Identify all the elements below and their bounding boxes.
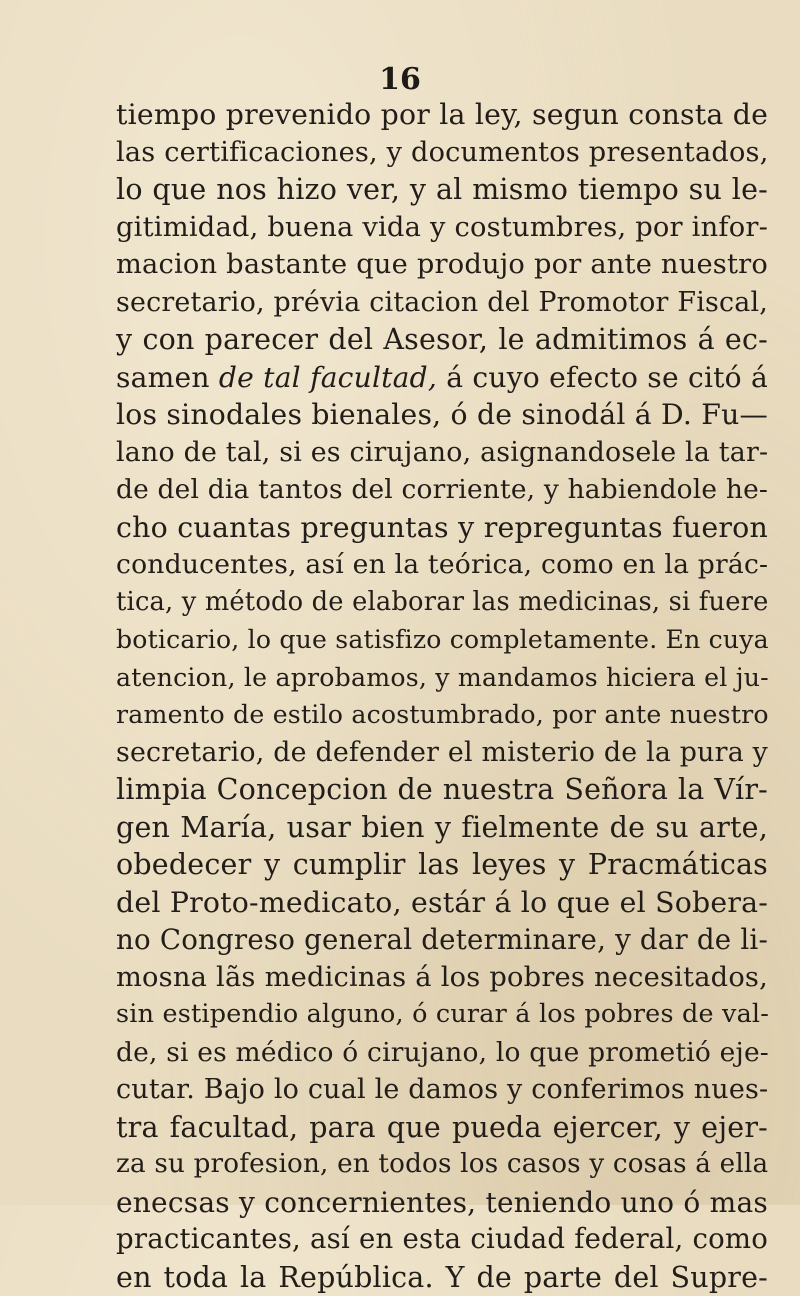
text-line: del Proto-medicato, estár á lo que el Sobera-: [116, 884, 768, 922]
text-line: secretario, prévia citacion del Promotor Fiscal,: [116, 284, 768, 322]
text-line: no Congreso general determinare, y dar de li-: [116, 921, 768, 959]
text-line: secretario, de defender el misterio de la pura y: [116, 734, 768, 772]
text-line: en toda la República. Y de parte del Supre-: [116, 1259, 768, 1296]
text-line: cutar. Bajo lo cual le damos y conferimos nues-: [116, 1071, 768, 1109]
page-number: 16: [0, 62, 800, 97]
text-line: tica, y método de elaborar las medicinas, si fuere: [116, 584, 768, 622]
text-line: de del dia tantos del corriente, y habiendole he-: [116, 471, 768, 509]
text-line: ramento de estilo acostumbrado, por ante nuestro: [116, 696, 768, 734]
text-line: y con parecer del Asesor, le admitimos á ec-: [116, 321, 768, 359]
text-line: [116, 359, 768, 397]
text-line: macion bastante que produjo por ante nuestro: [116, 246, 768, 284]
text-line: mosna lãs medicinas á los pobres necesitados,: [116, 959, 768, 997]
text-line: limpia Concepcion de nuestra Señora la Vír-: [116, 771, 768, 809]
text-line: las certificaciones, y documentos presentados,: [116, 134, 768, 172]
text-line: lo que nos hizo ver, y al mismo tiempo su le-: [116, 171, 768, 209]
text-line: lano de tal, si es cirujano, asignandosele la tar-: [116, 434, 768, 472]
text-line: los sinodales bienales, ó de sinodál á D. Fu—: [116, 396, 768, 434]
text-line: za su profesion, en todos los casos y cosas á ella: [116, 1146, 768, 1184]
text-segment: á cuyo efecto se citó á: [437, 361, 768, 394]
text-line: tra facultad, para que pueda ejercer, y ejer-: [116, 1109, 768, 1147]
text-line: atencion, le aprobamos, y mandamos hiciera el ju-: [116, 659, 768, 697]
text-line: conducentes, así en la teórica, como en la prác-: [116, 546, 768, 584]
text-segment: samen: [116, 361, 219, 394]
body-text: [116, 96, 768, 1296]
text-line: cho cuantas preguntas y repreguntas fueron: [116, 509, 768, 547]
text-line: practicantes, así en esta ciudad federal, como: [116, 1221, 768, 1259]
text-line: tiempo prevenido por la ley, segun consta de: [116, 96, 768, 134]
text-line: de, si es médico ó cirujano, lo que prometió eje-: [116, 1034, 768, 1072]
text-line: obedecer y cumplir las leyes y Pracmáticas: [116, 846, 768, 884]
text-line: gitimidad, buena vida y costumbres, por infor-: [116, 209, 768, 247]
text-line: sin estipendio alguno, ó curar á los pobres de val-: [116, 996, 768, 1034]
text-line: gen María, usar bien y fielmente de su arte,: [116, 809, 768, 847]
italic-text-segment: de tal facultad,: [219, 361, 437, 394]
text-line: enecsas y concernientes, teniendo uno ó mas: [116, 1184, 768, 1222]
text-line: boticario, lo que satisfizo completamente. En cuya: [116, 621, 768, 659]
